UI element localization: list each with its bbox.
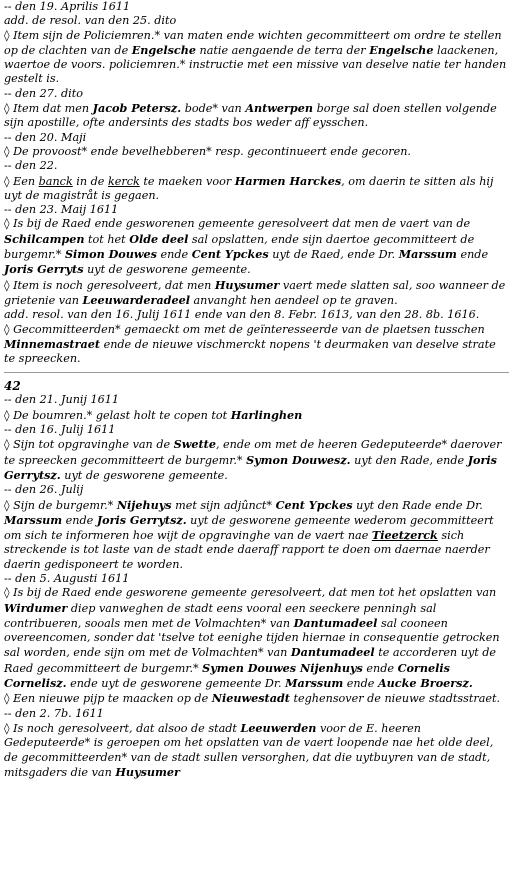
entry-item: ◊ Sijn de burgemr.* Nijehuys met sijn adjûnct* Cent Ypckes uyt den Rade ende Dr. Marssum ende Joris Gerrytsz. uyt de gesworene gemeente wederom gecommitteert om sich te informeren hoe wijt de opgravinghe van de vaert nae Tieetzerck sich streckende is tot laste van de stadt ende daeraff rapport te doen om daernae naerder daerin gedisponeert te worden. <box>4 497 494 571</box>
entry-date: -- den 26. Julij <box>4 483 84 497</box>
entry-item: ◊ Is bij de Raed ende gesworenen gemeente geresolveert dat men de vaert van de Schilcampen tot het Olde deel sal opslatten, ende sijn daertoe gecommitteert de burgemr.* Simon Douwes ende Cent Ypckes uyt de Raed, ende Dr. Marssum ende Joris Gerryts uyt de gesworene gemeente. <box>4 217 489 277</box>
entry-date: -- den 2. 7b. 1611 <box>4 706 104 720</box>
entry-date: -- den 5. Augusti 1611 <box>4 571 130 585</box>
resolution-section-1 <box>4 0 509 366</box>
entry-item: ◊ Een banck in de kerck te maeken voor Harmen Harckes, om daerin te sitten als hij uyt de magistråt is gegaen. <box>4 173 494 202</box>
entry-item: ◊ Een nieuwe pijp te maacken op de Nieuwestadt teghensover de nieuwe stadtsstraet. <box>4 691 501 706</box>
entry-date: -- den 27. dito <box>4 86 83 100</box>
entry-item: ◊ Is bij de Raed ende gesworene gemeente geresolveert, dat men tot het opslatten van Wirdumer diep vanweghen de stadt eens vooral een seeckere penningh sal contribueren, sooals men met de Volmachten* van Dantumadeel sal cooneen overeencomen, sonder dat 'tselve tot eenighe tijden hiernae in consequentie getrocken sal worden, ende sijn om met de Volmachten* van Dantumadeel te accorderen uyt de Raed gecommitteert de burgemr.* Symen Douwes Nijenhuys ende Cornelis Cornelisz. ende uyt de gesworene gemeente Dr. Marssum ende Aucke Broersz. <box>4 586 500 691</box>
page-number: 42 <box>4 379 21 394</box>
entry-item: ◊ De provoost* ende bevelhebberen* resp. gecontinueert ende gecoren. <box>4 144 411 158</box>
entry-item: ◊ Item sijn de Policiemren.* van maten ende wichten gecommitteert om ordre te stellen op de clachten van de Engelsche natie aengaende de terra der Engelsche laackenen, waertoe de voors. policiemren.* instructie met een missive van deselve natie ter handen gestelt is. <box>4 28 507 86</box>
entry-date: -- den 16. Julij 1611 <box>4 423 116 437</box>
entry-item: ◊ Item dat men Jacob Petersz. bode* van Antwerpen borge sal doen stellen volgende sijn apostille, ofte andersints des stadts bos weder aff eysschen. <box>4 101 497 130</box>
entry-item: ◊ De boumren.* gelast holt te copen tot Harlinghen <box>4 407 303 422</box>
entry-date: -- den 22. <box>4 159 58 173</box>
entry-date: -- den 19. Aprilis 1611 <box>4 0 131 13</box>
entry-item: ◊ Is noch geresolveert, dat alsoo de stadt Leeuwerden voor de E. heeren Gedeputeerde* is geroepen om het opslatten van de vaert loopende nae het olde deel, de gecommitteerden* van de stadt sullen versorghen, dat die uytbuyren van de stadt, mitsgaders die van Huysumer <box>4 720 494 779</box>
entry-note: add. de resol. van den 25. dito <box>4 14 177 28</box>
divider-rule <box>4 372 509 373</box>
entry-date: -- den 23. Maij 1611 <box>4 203 119 217</box>
entry-note: add. resol. van den 16. Julij 1611 ende van den 8. Febr. 1613, van den 28. 8b. 1616. <box>4 308 480 322</box>
entry-item: ◊ Item is noch geresolveert, dat men Huysumer vaert mede slatten sal, soo wanneer de grietenie van Leeuwarderadeel anvanght hen aendeel op te graven. <box>4 277 506 307</box>
entry-date: -- den 21. Junij 1611 <box>4 393 119 407</box>
entry-date: -- den 20. Maji <box>4 130 87 144</box>
entry-item: ◊ Gecommitteerden* gemaeckt om met de geïnteresseerde van de plaetsen tusschen Minnemastraet ende de nieuwe vischmerckt nopens 't deurmaken van deselve strate te spreecken. <box>4 322 496 366</box>
resolution-section-2 <box>4 393 509 780</box>
entry-item: ◊ Sijn tot opgravinghe van de Swette, ende om met de heeren Gedeputeerde* daerover te spreecken gecommitteert de burgemr.* Symon Douwesz. uyt den Rade, ende Joris Gerrytsz. uyt de gesworene gemeente. <box>4 437 502 482</box>
